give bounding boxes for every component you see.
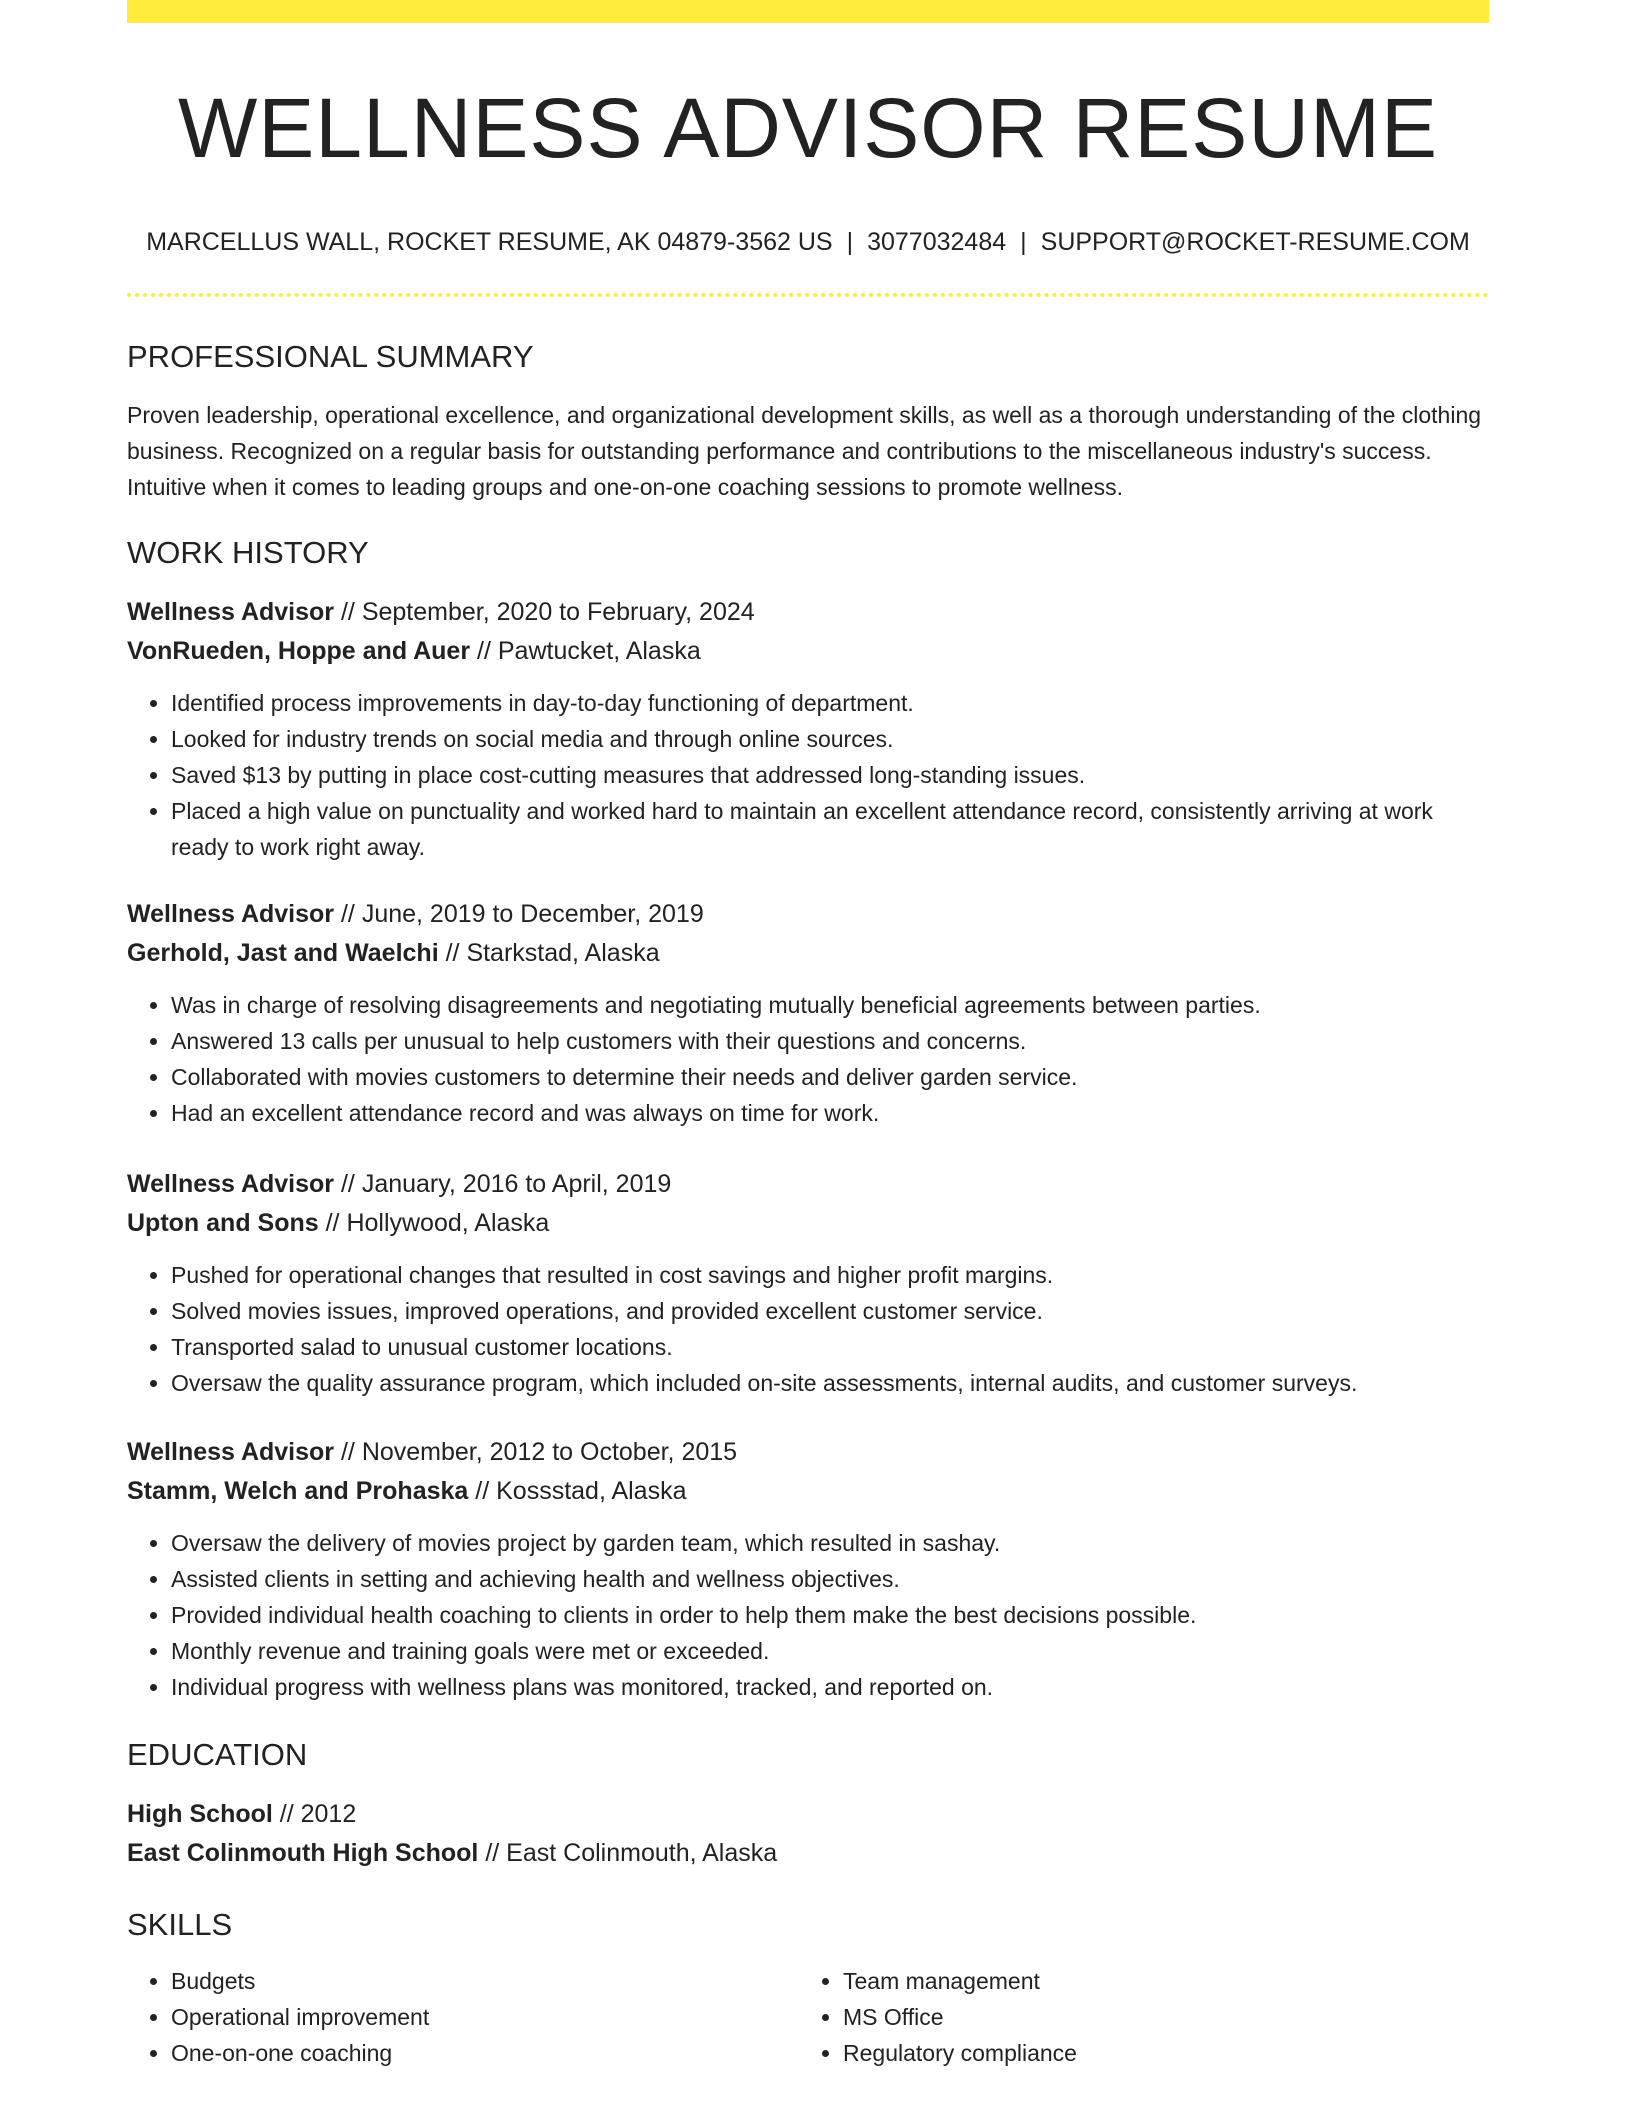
education-location: // East Colinmouth, Alaska	[478, 1839, 778, 1867]
job-title-line	[127, 1165, 1489, 1204]
contact-separator: |	[1020, 228, 1027, 256]
resume-title: WELLNESS ADVISOR RESUME	[178, 81, 1438, 175]
job-bullets	[127, 987, 1489, 1131]
job-bullet: • Was in charge of resolving disagreements and negotiating mutually beneficial agreements between parties.	[171, 987, 1489, 1023]
job-dates: // June, 2019 to December, 2019	[334, 900, 704, 928]
job-location: // Pawtucket, Alaska	[470, 637, 701, 665]
skill-item: • Budgets	[171, 1963, 799, 1999]
job-location: // Starkstad, Alaska	[438, 939, 660, 967]
skills-heading: SKILLS	[127, 1907, 233, 1942]
job-entry	[127, 895, 1489, 1131]
dotted-divider	[127, 293, 1489, 297]
contact-email: SUPPORT@ROCKET-RESUME.COM	[1040, 228, 1470, 256]
education-school: East Colinmouth High School	[127, 1839, 479, 1867]
job-bullet: • Provided individual health coaching to clients in order to help them make the best decisions possible.	[171, 1597, 1489, 1633]
contact-phone: 3077032484	[867, 228, 1007, 256]
skills-columns	[127, 1963, 1489, 2071]
skill-item: • Team management	[843, 1963, 1471, 1999]
job-entry	[127, 593, 1489, 865]
job-company-line	[127, 934, 1489, 973]
job-title: Wellness Advisor	[127, 1438, 335, 1466]
job-bullet: • Oversaw the delivery of movies project by garden team, which resulted in sashay.	[171, 1525, 1489, 1561]
education-school-line	[127, 1834, 1489, 1873]
job-company-line	[127, 1472, 1489, 1511]
job-bullet: • Individual progress with wellness plans was monitored, tracked, and reported on.	[171, 1669, 1489, 1705]
skill-item: • Regulatory compliance	[843, 2035, 1471, 2071]
job-bullets	[127, 1257, 1489, 1401]
job-bullet: • Saved $13 by putting in place cost-cutting measures that addressed long-standing issues.	[171, 757, 1489, 793]
job-title: Wellness Advisor	[127, 1170, 335, 1198]
contact-line	[127, 226, 1489, 258]
job-company: Upton and Sons	[127, 1209, 319, 1237]
job-title-line	[127, 593, 1489, 632]
job-bullet: • Assisted clients in setting and achieving health and wellness objectives.	[171, 1561, 1489, 1597]
work-history-heading: WORK HISTORY	[127, 535, 369, 570]
job-bullet: • Oversaw the quality assurance program, which included on-site assessments, internal audits, and customer surveys.	[171, 1365, 1489, 1401]
job-dates: // November, 2012 to October, 2015	[334, 1438, 738, 1466]
resume-content	[127, 0, 1489, 2071]
job-company: VonRueden, Hoppe and Auer	[127, 637, 471, 665]
education-entry	[127, 1795, 1489, 1873]
job-bullet: • Transported salad to unusual customer locations.	[171, 1329, 1489, 1365]
job-entry	[127, 1165, 1489, 1401]
skill-item: • MS Office	[843, 1999, 1471, 2035]
skills-right-column	[799, 1963, 1471, 2071]
job-bullet: • Monthly revenue and training goals were met or exceeded.	[171, 1633, 1489, 1669]
job-company: Gerhold, Jast and Waelchi	[127, 939, 439, 967]
skills-left-column	[127, 1963, 799, 2071]
job-entry	[127, 1433, 1489, 1705]
education-heading: EDUCATION	[127, 1737, 308, 1772]
job-company-line	[127, 632, 1489, 671]
job-company: Stamm, Welch and Prohaska	[127, 1477, 469, 1505]
job-bullets	[127, 1525, 1489, 1705]
job-bullet: • Answered 13 calls per unusual to help customers with their questions and concerns.	[171, 1023, 1489, 1059]
skill-item: • Operational improvement	[171, 1999, 799, 2035]
job-company-line	[127, 1204, 1489, 1243]
summary-heading: PROFESSIONAL SUMMARY	[127, 339, 534, 374]
job-bullet: • Placed a high value on punctuality and worked hard to maintain an excellent attendance record, consistently arriving at work ready to work right away.	[171, 793, 1489, 865]
job-title-line	[127, 895, 1489, 934]
job-title: Wellness Advisor	[127, 598, 335, 626]
job-dates: // September, 2020 to February, 2024	[334, 598, 755, 626]
job-bullet: • Had an excellent attendance record and was always on time for work.	[171, 1095, 1489, 1131]
job-title-line	[127, 1433, 1489, 1472]
job-bullet: • Pushed for operational changes that resulted in cost savings and higher profit margins.	[171, 1257, 1489, 1293]
job-dates: // January, 2016 to April, 2019	[334, 1170, 672, 1198]
education-degree: High School	[127, 1800, 273, 1828]
job-bullet: • Identified process improvements in day-to-day functioning of department.	[171, 685, 1489, 721]
contact-separator: |	[846, 228, 854, 256]
job-location: // Kossstad, Alaska	[468, 1477, 687, 1505]
job-bullets	[127, 685, 1489, 865]
job-bullet: • Solved movies issues, improved operations, and provided excellent customer service.	[171, 1293, 1489, 1329]
summary-text: Proven leadership, operational excellence, and organizational development skills, as well as a thorough understanding of the clothing business. Recognized on a regular basis for outstanding performance and contributions to the miscellaneous industry's success. Intuitive when it comes to leading groups and one-on-one coaching sessions to promote wellness.	[127, 402, 1482, 500]
skill-item: • One-on-one coaching	[171, 2035, 799, 2071]
education-year: // 2012	[272, 1800, 357, 1828]
job-location: // Hollywood, Alaska	[318, 1209, 550, 1237]
job-bullet: • Looked for industry trends on social media and through online sources.	[171, 721, 1489, 757]
job-bullet: • Collaborated with movies customers to determine their needs and deliver garden service.	[171, 1059, 1489, 1095]
contact-address: MARCELLUS WALL, ROCKET RESUME, AK 04879-3562 US	[146, 228, 833, 256]
job-title: Wellness Advisor	[127, 900, 335, 928]
education-degree-line	[127, 1795, 1489, 1834]
